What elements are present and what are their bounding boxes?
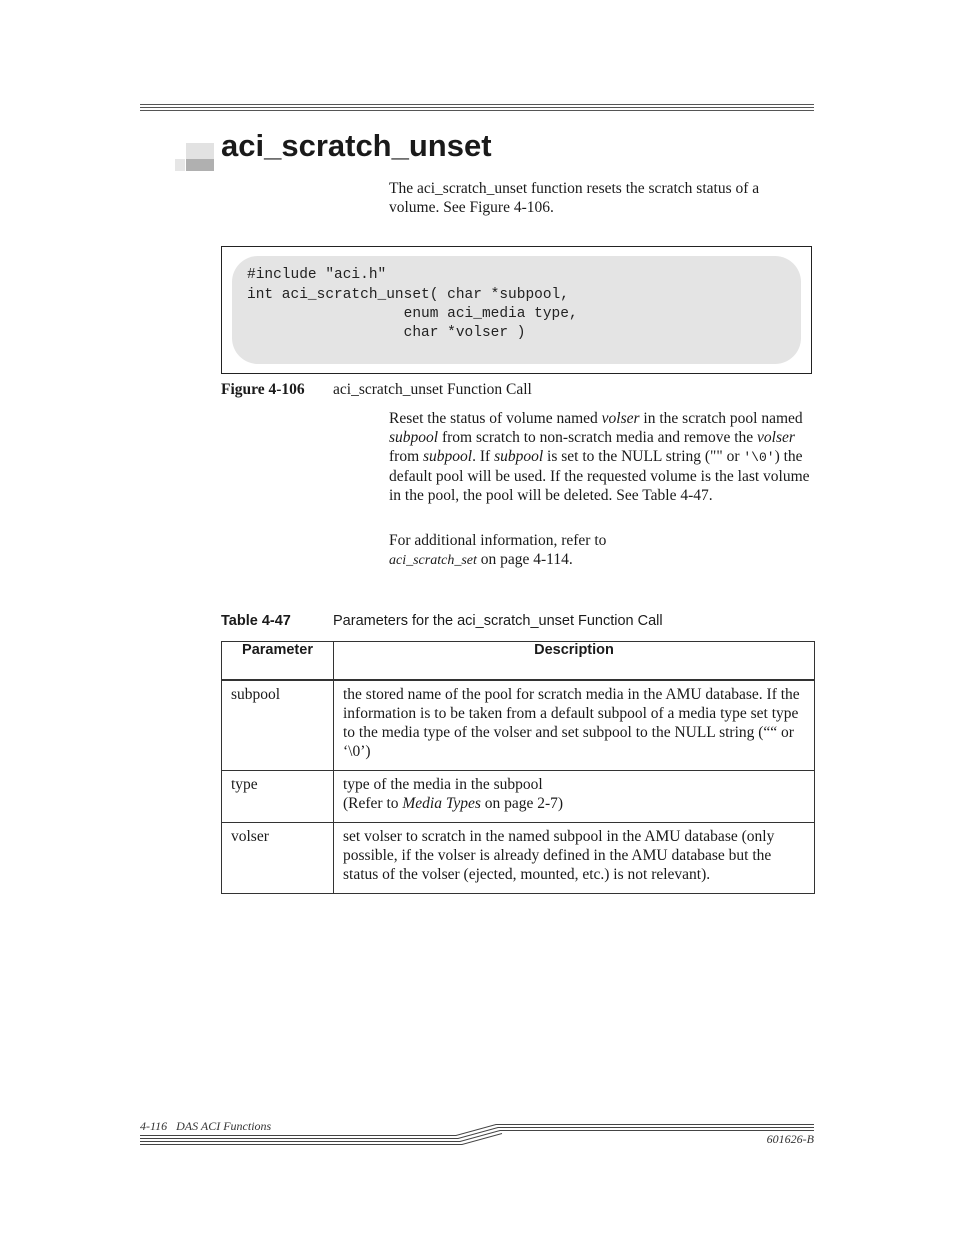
param-name: volser	[222, 823, 334, 894]
code-line: #include "aci.h"	[247, 267, 387, 283]
param-name: subpool	[222, 680, 334, 771]
footer-section: DAS ACI Functions	[176, 1119, 272, 1133]
intro-paragraph: The aci_scratch_unset function resets the scratch status of a volume. See Figure 4-106.	[389, 180, 760, 216]
param-description: type of the media in the subpool (Refer to Media Types on page 2-7)	[334, 771, 815, 823]
media-types-link[interactable]: Media Types	[402, 795, 481, 812]
table-label: Table 4-47	[221, 613, 291, 629]
null-char-code: '\0'	[743, 450, 775, 465]
code-figure	[221, 246, 812, 374]
parameters-table	[221, 641, 815, 894]
column-header-parameter: Parameter	[222, 642, 334, 681]
param-description: set volser to scratch in the named subpool in the AMU database (only possible, if the volser is already defined in the AMU database but the status of the volser (ejected, mounted, etc.) is not relevant).	[334, 823, 815, 894]
table-header-row	[222, 642, 815, 681]
code-line: int aci_scratch_unset( char *subpool,	[247, 287, 569, 303]
aci-scratch-set-link[interactable]: aci_scratch_set	[389, 553, 477, 568]
figure-label: Figure 4-106	[221, 381, 305, 398]
table-caption: Parameters for the aci_scratch_unset Function Call	[333, 613, 663, 629]
header-rule-top	[140, 104, 814, 105]
code-line: char *volser )	[247, 325, 526, 341]
figure-caption: aci_scratch_unset Function Call	[333, 381, 532, 398]
column-header-description: Description	[334, 642, 815, 681]
code-block	[232, 256, 801, 364]
footer-page-number: 4-116	[140, 1119, 168, 1133]
footer-rule-decoration	[140, 1120, 814, 1146]
page-title: aci_scratch_unset	[221, 128, 492, 163]
reference-paragraph: For additional information, refer to aci_scratch_set on page 4-114.	[389, 532, 607, 568]
header-rule	[140, 107, 814, 108]
description-paragraph: Reset the status of volume named volser in the scratch pool named subpool from scratch to non-scratch media and remove the volser from subpool. If subpool is set to the NULL string ("" or '\0') the default pool will be used. If the requested volume is the last volume in the pool, the pool will be deleted. See Table 4-47.	[389, 410, 810, 504]
table-row	[222, 823, 815, 894]
param-description: the stored name of the pool for scratch media in the AMU database. If the information is to be taken from a default subpool of a media type set type to the media type of the volser and set subpool to the NULL string (““ or ‘\0’)	[334, 680, 815, 771]
code-line: enum aci_media type,	[247, 306, 578, 322]
title-marker-icon	[175, 143, 215, 171]
table-row	[222, 680, 815, 771]
param-name: type	[222, 771, 334, 823]
footer-doc-number: 601626-B	[766, 1132, 814, 1146]
table-row	[222, 771, 815, 823]
header-rule-bottom	[140, 110, 814, 111]
